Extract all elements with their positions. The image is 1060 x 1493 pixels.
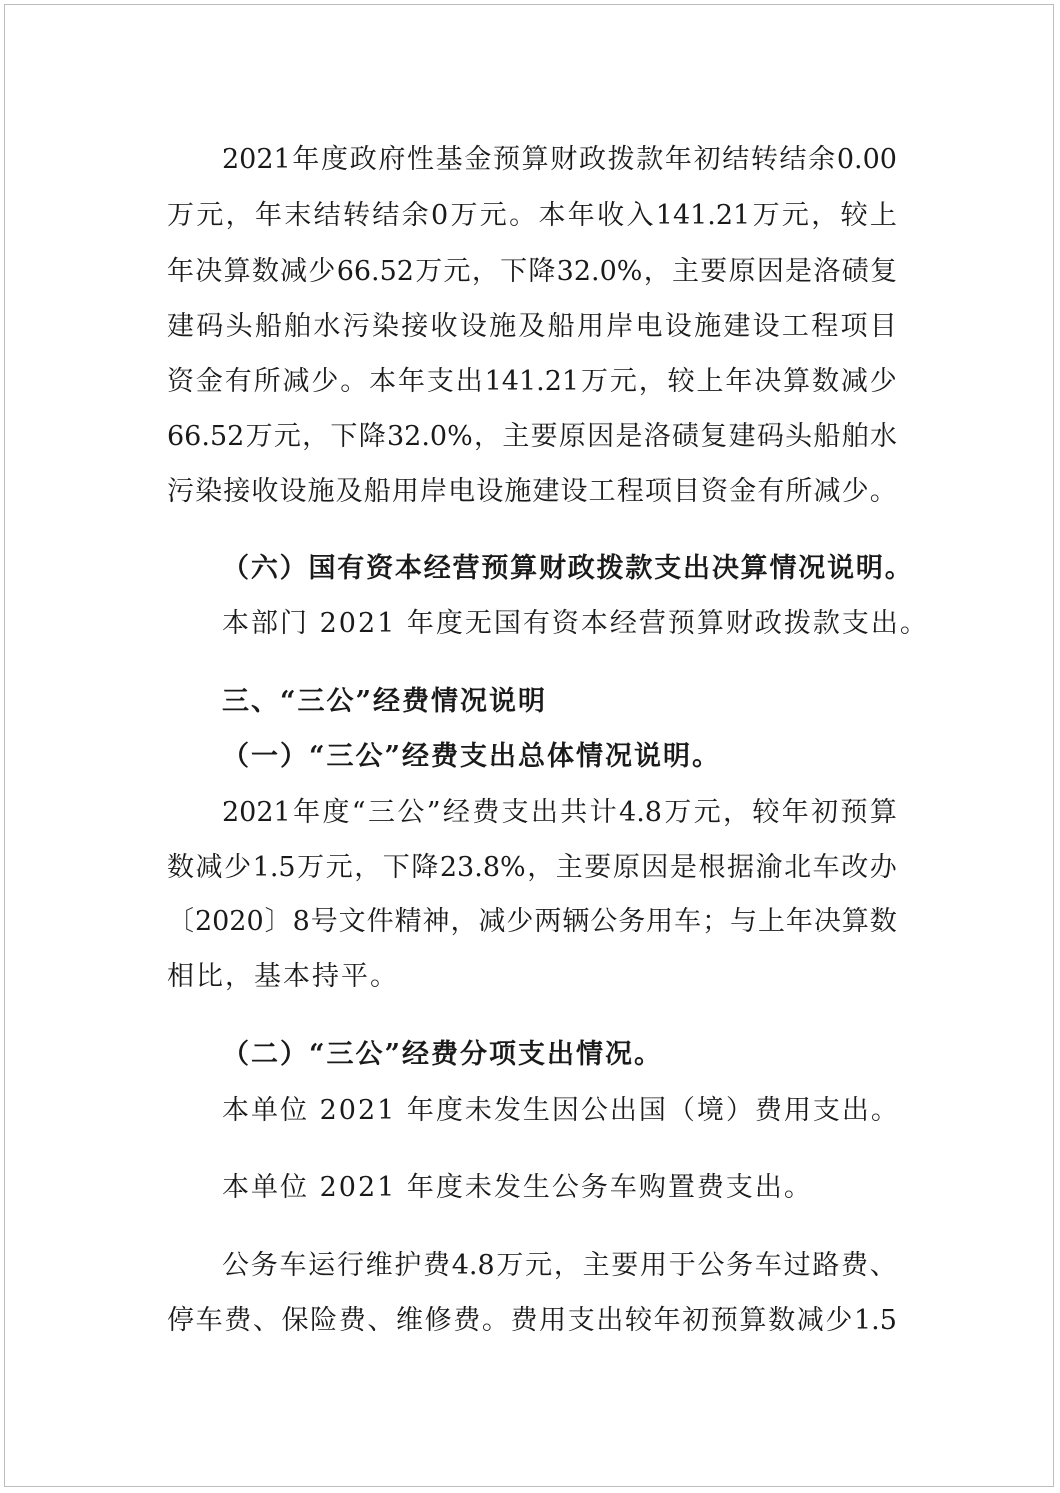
paragraph-line: 相比，基本持平。 <box>167 961 399 992</box>
subsection-heading: （二）“三公”经费分项支出情况。 <box>222 1039 664 1070</box>
paragraph-line: 2021 年 度 政 府 性 基 金 预 算 财 政 拨 款 年 初 结 转 结 余 0.00 <box>222 144 897 175</box>
paragraph-line: 数 减 少 1.5 万 元 ， 下 降 23.8% ， 主 要 原 因 是 根 据 渝 北 车 改 办 <box>167 852 897 883</box>
paragraph-line: 〔 2020 〕 8 号 文 件 精 神 ， 减 少 两 辆 公 务 用 车 ； 与 上 年 决 算 数 <box>167 906 897 937</box>
paragraph-line: 资 金 有 所 减 少 。 本 年 支 出 141.21 万 元 ， 较 上 年 决 算 数 减 少 <box>167 366 897 397</box>
section-heading: （ 六 ） 国 有 资 本 经 营 预 算 财 政 拨 款 支 出 决 算 情 况 说 明 。 <box>222 553 912 584</box>
paragraph-line: 年 决 算 数 减 少 66.52 万 元 ， 下 降 32.0% ， 主 要 原 因 是 洛 碛 复 <box>167 256 897 287</box>
chapter-heading: 三、“三公”经费情况说明 <box>222 686 548 717</box>
paragraph-line: 万 元 ， 年 末 结 转 结 余 0 万 元 。 本 年 收 入 141.21 万 元 ， 较 上 <box>167 200 897 231</box>
paragraph-line: 建 码 头 船 舶 水 污 染 接 收 设 施 及 船 用 岸 电 设 施 建 设 工 程 项 目 <box>167 311 897 342</box>
section-body: 本部门 2021 年度无国有资本经营预算财政拨款支出。 <box>222 608 929 639</box>
paragraph-line: 2021 年 度 “ 三 公 ” 经 费 支 出 共 计 4.8 万 元 ， 较 年 初 预 算 <box>222 797 897 828</box>
paragraph-line: 停 车 费 、 保 险 费 、 维 修 费 。 费 用 支 出 较 年 初 预 算 数 减 少 1.5 <box>167 1305 897 1336</box>
subsection-heading: （一）“三公”经费支出总体情况说明。 <box>222 741 722 772</box>
paragraph-line: 公 务 车 运 行 维 护 费 4.8 万 元 ， 主 要 用 于 公 务 车 过 路 费 、 <box>222 1250 897 1281</box>
paragraph-line: 本单位 2021 年度未发生公务车购置费支出。 <box>222 1172 813 1203</box>
paragraph-line: 污 染 接 收 设 施 及 船 用 岸 电 设 施 建 设 工 程 项 目 资 金 有 所 减 少 。 <box>167 476 897 507</box>
paragraph-line: 66.52 万 元 ， 下 降 32.0% ， 主 要 原 因 是 洛 碛 复 建 码 头 船 舶 水 <box>167 421 897 452</box>
paragraph-line: 本单位 2021 年度未发生因公出国（境）费用支出。 <box>222 1095 900 1126</box>
